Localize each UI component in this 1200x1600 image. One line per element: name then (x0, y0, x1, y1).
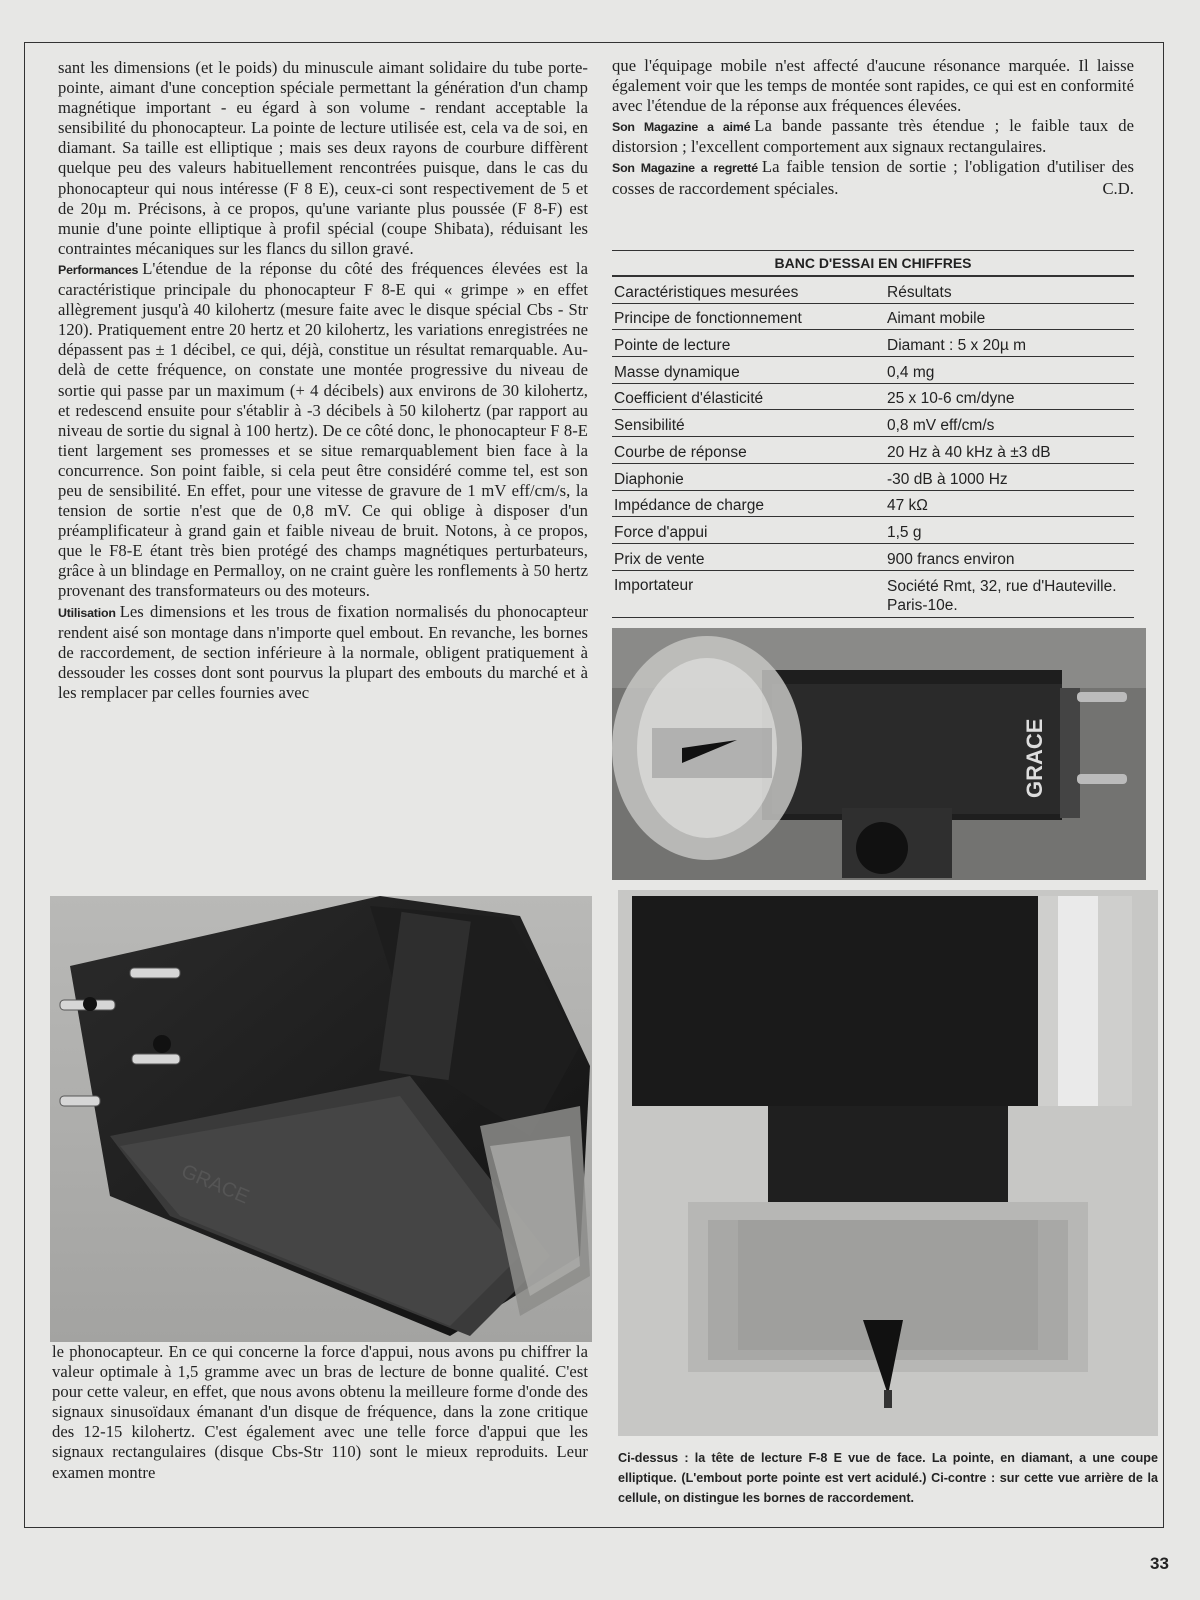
spec-value: 0,8 mV eff/cm/s (887, 417, 995, 435)
table-row (612, 544, 1134, 571)
left-lower-text (52, 1342, 588, 1483)
spec-key: Force d'appui (614, 523, 708, 541)
table-row (612, 357, 1134, 384)
brand-label-side: GRACE (1022, 718, 1047, 798)
table-row (612, 437, 1134, 464)
cartridge-rear-photo (50, 896, 592, 1342)
spec-value: 25 x 10-6 cm/dyne (887, 390, 1015, 408)
cartridge-side-photo (612, 628, 1146, 880)
spec-key: Sensibilité (614, 417, 685, 435)
spec-value: 47 kΩ (887, 497, 928, 515)
spec-value: -30 dB à 1000 Hz (887, 470, 1008, 488)
table-row (612, 571, 1134, 618)
utilisation-paragraph (58, 602, 588, 703)
spec-value: Aimant mobile (887, 310, 986, 328)
spec-key: Pointe de lecture (614, 337, 731, 355)
spec-key: Courbe de réponse (614, 443, 747, 461)
cartridge-side-illustration (612, 628, 1146, 880)
table-row (612, 410, 1134, 437)
spec-key: Importateur (614, 576, 694, 594)
signature: C.D. (1102, 178, 1134, 198)
left-paragraph-1: sant les dimensions (et le poids) du minuscule aimant solidaire du tube porte-pointe, aimant d'une conception spéciale permettant la génération d'un champ magnétique important - eu égard à son volume - rendant acceptable la sensibilité du phonocapteur. La pointe de lecture utilisée est, cela va de soi, en diamant. Sa taille est elliptique ; mais ses deux rayons de courbure diffèrent quelque peu des valeurs habituellement rencontrées puisque, dans le cas du phonocapteur qui nous intéresse (F 8 E), ceux-ci sont respectivement de 5 et de 20µ m. Précisons, à ce propos, qu'une variante plus poussée (F 8-F) est munie d'une pointe elliptique à profil spécial (coupe Shibata), réduisant les contraintes mécaniques sur les flancs du sillon gravé. (58, 58, 588, 258)
spec-key: Impédance de charge (614, 497, 764, 515)
spec-value: 0,4 mg (887, 363, 935, 381)
spec-table-header (612, 277, 1134, 304)
cartridge-rear-illustration (50, 896, 592, 1342)
aime-heading: Son Magazine a aimé (612, 120, 751, 135)
page-number: 33 (1150, 1554, 1169, 1573)
regrette-paragraph (612, 157, 1134, 198)
regrette-text: La faible tension de sortie ; l'obligation d'utiliser des cosses de raccordement spéciales. (612, 157, 1134, 198)
spec-header-right: Résultats (887, 283, 952, 301)
table-row (612, 464, 1134, 491)
cartridge-front-photo (618, 890, 1158, 1436)
brand-label-rear: GRACE (178, 1160, 253, 1209)
right-paragraph-1: que l'équipage mobile n'est affecté d'aucune résonance marquée. Il laisse également voir que les temps de montée sont rapides, ce qui est en conformité avec l'étendue de la réponse aux fréquences élevées. (612, 56, 1134, 116)
spec-value: 20 Hz à 40 kHz à ±3 dB (887, 443, 1051, 461)
regrette-heading: Son Magazine a regretté (612, 161, 758, 176)
table-row (612, 384, 1134, 411)
right-column (612, 56, 1134, 199)
aime-text: La bande passante très étendue ; le faible taux de distorsion ; l'excellent comportement aux signaux rectangulaires. (612, 116, 1134, 157)
spec-table (612, 250, 1134, 618)
performances-paragraph (58, 259, 588, 602)
left-lower-paragraph: le phonocapteur. En ce qui concerne la force d'appui, nous avons pu chiffrer la valeur optimale à 1,5 gramme avec un bras de lecture de bonne qualité. C'est pour cette valeur, en effet, que nous avons obtenu la meilleure forme d'onde des signaux sinusoïdaux émanant d'un disque de fréquence, dans la zone critique des 12-15 kilohertz. C'est également avec une telle force d'appui que les signaux rectangulaires (disque Cbs-Str 110) sont le mieux reproduits. Leur examen montre (52, 1342, 588, 1482)
utilisation-heading: Utilisation (58, 605, 116, 620)
spec-value: Société Rmt, 32, rue d'Hauteville. Paris-10e. (887, 577, 1117, 614)
left-column (58, 58, 588, 703)
performances-heading: Performances (58, 262, 139, 277)
spec-key: Principe de fonctionnement (614, 310, 802, 328)
table-row (612, 517, 1134, 544)
cartridge-front-illustration (618, 890, 1158, 1436)
spec-key: Prix de vente (614, 550, 705, 568)
spec-key: Diaphonie (614, 470, 684, 488)
spec-value: 1,5 g (887, 523, 922, 541)
performances-text: L'étendue de la réponse du côté des fréquences élevées est la caractéristique principale du phonocapteur F 8-E qui « grimpe » en effet allègrement jusqu'à 40 kilohertz (mesure faite avec le disque spécial Cbs - Str 120). Pratiquement entre 20 hertz et 20 kilohertz, les variations enregistrées ne dépassent pas ± 1 décibel, ce qui, déjà, constitue un résultat remarquable. Au-delà de cette fréquence, on constate une montée progressive du niveau de sortie qui passe par un maximum (+ 4 décibels) aux environs de 30 kilohertz, et redescend ensuite pour s'établir à -3 décibels à 50 kilohertz (par rapport au niveau de sortie du signal à 100 hertz). De ce côté donc, le phonocapteur F 8-E tient largement ses promesses et se situe remarquablement bien face à la concurrence. Son point faible, si cela peut être considéré comme tel, est son peu de sensibilité. En effet, pour une vitesse de gravure de 1 mV eff/cm/s, la tension de sortie n'est que de 0,8 mV. Ce qui oblige à disposer d'un préamplificateur à grand gain et faible niveau de bruit. Notons, à ce propos, que le F8-E étant très bien protégé des champs magnétiques perturbateurs, grâce à un blindage en Permalloy, on ne craint guère les ronflements à 50 hertz provenant des transformateurs ou des moteurs. (58, 258, 588, 601)
table-row (612, 330, 1134, 357)
spec-value: 900 francs environ (887, 550, 1015, 568)
spec-table-title: BANC D'ESSAI EN CHIFFRES (612, 250, 1134, 277)
spec-key: Coefficient d'élasticité (614, 390, 764, 408)
aime-paragraph (612, 116, 1134, 157)
utilisation-text: Les dimensions et les trous de fixation normalisés du phonocapteur rendent aisé son montage dans n'importe quel embout. En revanche, les bornes de raccordement, de section inférieure à la normale, obligent pratiquement à dessouder les cosses dont sont pourvus la plupart des embouts du marché et à les remplacer par celles fournies avec (58, 601, 588, 702)
spec-key: Masse dynamique (614, 363, 740, 381)
photo-caption: Ci-dessus : la tête de lecture F-8 E vue de face. La pointe, en diamant, a une coupe elliptique. (L'embout porte pointe est vert acidulé.) Ci-contre : sur cette vue arrière de la cellule, on distingue les bornes de raccordement. (618, 1451, 1158, 1505)
spec-value: Diamant : 5 x 20µ m (887, 337, 1027, 355)
table-row (612, 304, 1134, 331)
table-row (612, 491, 1134, 518)
spec-header-left: Caractéristiques mesurées (614, 283, 799, 301)
